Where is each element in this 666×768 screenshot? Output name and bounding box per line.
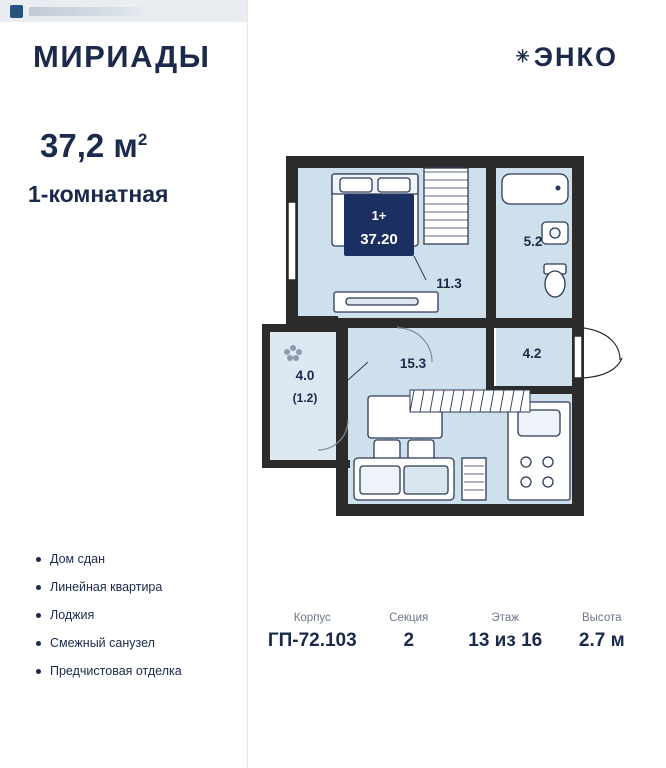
- developer-star-icon: ✳: [515, 47, 532, 66]
- feature-label: Предчистовая отделка: [50, 664, 182, 678]
- spec-building: [264, 612, 361, 652]
- badge-line1: 1+: [371, 208, 387, 223]
- room-area-loggia: 4.0: [295, 368, 315, 383]
- furniture-corridor: [410, 390, 530, 412]
- bullet-icon: [36, 557, 41, 562]
- room-area-loggia-alt: (1.2): [292, 391, 318, 405]
- spec-value: ГП-72.103: [267, 630, 357, 651]
- spec-label: Этаж: [491, 612, 519, 624]
- list-item: [36, 580, 236, 594]
- features-list: [36, 552, 236, 692]
- bullet-icon: [36, 669, 41, 674]
- project-brand-title: МИРИАДЫ: [33, 39, 211, 74]
- room-area-corridor: 4.2: [522, 346, 542, 361]
- spec-label: Высота: [582, 612, 622, 624]
- bullet-icon: [36, 613, 41, 618]
- spec-value: 13 из 16: [468, 630, 543, 651]
- spec-height: [554, 612, 651, 652]
- app-logo-icon: [10, 5, 23, 18]
- feature-label: Лоджия: [50, 608, 95, 622]
- feature-label: Дом сдан: [50, 552, 106, 566]
- bullet-icon: [36, 585, 41, 590]
- list-item: [36, 608, 236, 622]
- room-area-bathroom: 5.2: [523, 234, 543, 249]
- area-superscript: 2: [137, 130, 148, 149]
- apartment-area: [40, 127, 147, 165]
- apartment-rooms: 1-комнатная: [28, 181, 169, 207]
- feature-label: Смежный санузел: [50, 636, 155, 650]
- developer-name: ЭНКО: [533, 42, 618, 72]
- list-item: [36, 552, 236, 566]
- bullet-icon: [36, 641, 41, 646]
- spec-label: Секция: [389, 612, 429, 624]
- apartment-area-value: 37,2 м: [40, 127, 138, 164]
- feature-label: Линейная квартира: [50, 580, 163, 594]
- top-bar: [0, 0, 248, 22]
- room-area-bedroom: 11.3: [436, 276, 462, 291]
- list-item: [36, 636, 236, 650]
- blurred-title-text: [29, 7, 144, 16]
- developer-logo: [516, 42, 618, 73]
- specs-row: [248, 612, 666, 652]
- spec-label: Корпус: [293, 612, 331, 624]
- spec-section: [361, 612, 458, 652]
- spec-floor: [457, 612, 554, 652]
- spec-value: 2.7 м: [578, 630, 625, 651]
- badge-line2: 37.20: [360, 231, 398, 248]
- spec-value: 2: [403, 630, 415, 651]
- list-item: [36, 664, 236, 678]
- exterior-balcony-arc: [584, 328, 622, 378]
- room-area-hall: 15.3: [399, 356, 427, 371]
- floorplan-drawing: [248, 140, 648, 550]
